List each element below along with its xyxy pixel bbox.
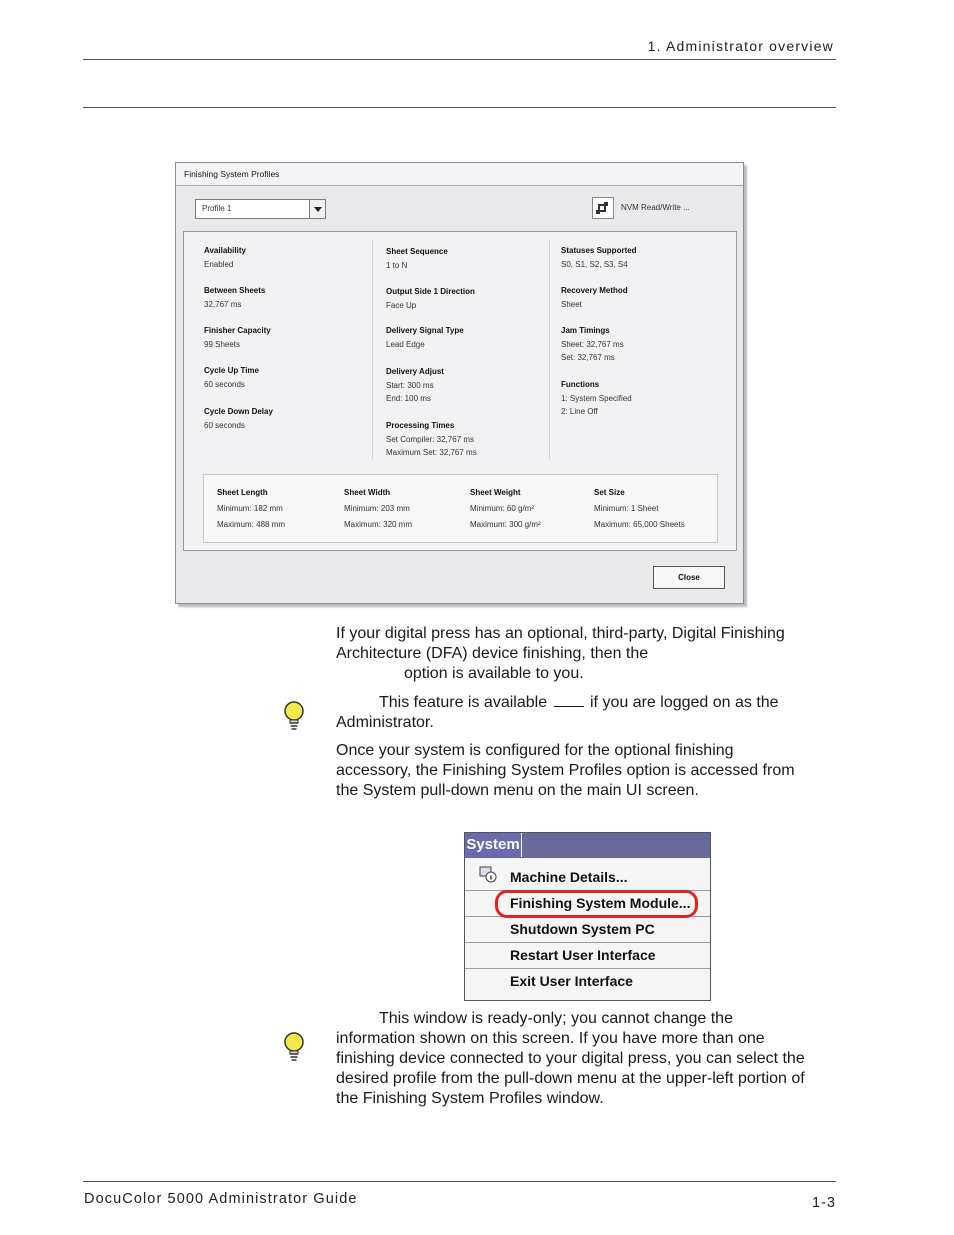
lightbulb-icon: [282, 700, 306, 732]
media-size-panel: [203, 474, 718, 543]
field-sheet-length: Sheet Length Minimum: 182 mm Maximum: 488 mm: [217, 488, 286, 529]
field-between-sheets: Between Sheets 32,767 ms: [204, 286, 266, 309]
dialog-title: Finishing System Profiles: [184, 169, 280, 179]
finishing-system-profiles-dialog: [175, 162, 744, 604]
menu-item-machine-details[interactable]: Machine Details...: [465, 865, 710, 891]
highlight-circle: [495, 890, 698, 918]
footer-rule: [83, 1181, 836, 1182]
paragraph-dfa-intro: If your digital press has an optional, third-party, Digital Finishing Architecture (DFA) device finishing, then the option is available to you.: [336, 625, 785, 682]
system-menu-title[interactable]: System: [465, 833, 522, 857]
field-availability: Availability Enabled: [204, 246, 246, 269]
field-sheet-weight: Sheet Weight Minimum: 60 g/m² Maximum: 300 g/m²: [470, 488, 541, 529]
field-output-side-direction: Output Side 1 Direction Face Up: [386, 287, 475, 310]
profile-details-panel: [183, 231, 737, 551]
field-sheet-sequence: Sheet Sequence 1 to N: [386, 247, 448, 270]
tip-read-only-note: This window is ready-only; you cannot change the information shown on this screen. If you have more than one finishing device connected to your digital press, you can select the desired profile from the pull-down menu at the upper-left portion of the Finishing System Profiles window.: [336, 1010, 805, 1107]
field-recovery-method: Recovery Method Sheet: [561, 286, 628, 309]
field-finisher-capacity: Finisher Capacity 99 Sheets: [204, 326, 271, 349]
column-divider: [372, 240, 373, 460]
nvm-read-write-label: NVM Read/Write ...: [621, 203, 690, 212]
field-delivery-signal-type: Delivery Signal Type Lead Edge: [386, 326, 464, 349]
lightbulb-icon: [282, 1031, 306, 1063]
profile-select[interactable]: [195, 199, 326, 219]
page-number: 1-3: [812, 1195, 836, 1211]
menu-item-shutdown-system-pc[interactable]: Shutdown System PC: [465, 917, 710, 943]
field-cycle-down-delay: Cycle Down Delay 60 seconds: [204, 407, 273, 430]
close-button[interactable]: Close: [653, 566, 725, 589]
field-jam-timings: Jam Timings Sheet: 32,767 ms Set: 32,767 ms: [561, 326, 624, 362]
field-sheet-width: Sheet Width Minimum: 203 mm Maximum: 320 mm: [344, 488, 413, 529]
profile-select-value: Profile 1: [202, 204, 232, 213]
tip-administrator-note: This feature is available if you are logged on as the Administrator.: [336, 694, 779, 731]
footer-guide-title: DocuColor 5000 Administrator Guide: [84, 1191, 358, 1207]
field-cycle-up-time: Cycle Up Time 60 seconds: [204, 366, 259, 389]
nvm-read-write-button[interactable]: [592, 197, 614, 219]
field-set-size: Set Size Minimum: 1 Sheet Maximum: 65,000 Sheets: [594, 488, 685, 529]
menu-bar: [465, 833, 710, 858]
dialog-title-bar: [176, 163, 743, 186]
field-functions: Functions 1: System Specified 2: Line Off: [561, 380, 632, 416]
column-divider: [549, 240, 550, 460]
tool-icon: [593, 198, 613, 218]
field-delivery-adjust: Delivery Adjust Start: 300 ms End: 100 ms: [386, 367, 444, 403]
chevron-down-icon[interactable]: [309, 200, 325, 218]
menu-item-exit-user-interface[interactable]: Exit User Interface: [510, 973, 633, 989]
header-rule: [83, 59, 836, 60]
field-statuses-supported: Statuses Supported S0, S1, S2, S3, S4: [561, 246, 637, 269]
running-header: 1. Administrator overview: [647, 38, 834, 54]
field-processing-times: Processing Times Set Compiler: 32,767 ms Maximum Set: 32,767 ms: [386, 421, 477, 457]
section-rule: [83, 107, 836, 108]
paragraph-access-instructions: Once your system is configured for the optional finishing accessory, the Finishing System Profiles option is accessed from the System pull-down menu on the main UI screen.: [336, 742, 795, 799]
menu-item-finishing-system-module[interactable]: Finishing System Module...: [465, 891, 710, 917]
blank-underline: [554, 694, 584, 707]
menu-item-restart-user-interface[interactable]: Restart User Interface: [465, 943, 710, 969]
